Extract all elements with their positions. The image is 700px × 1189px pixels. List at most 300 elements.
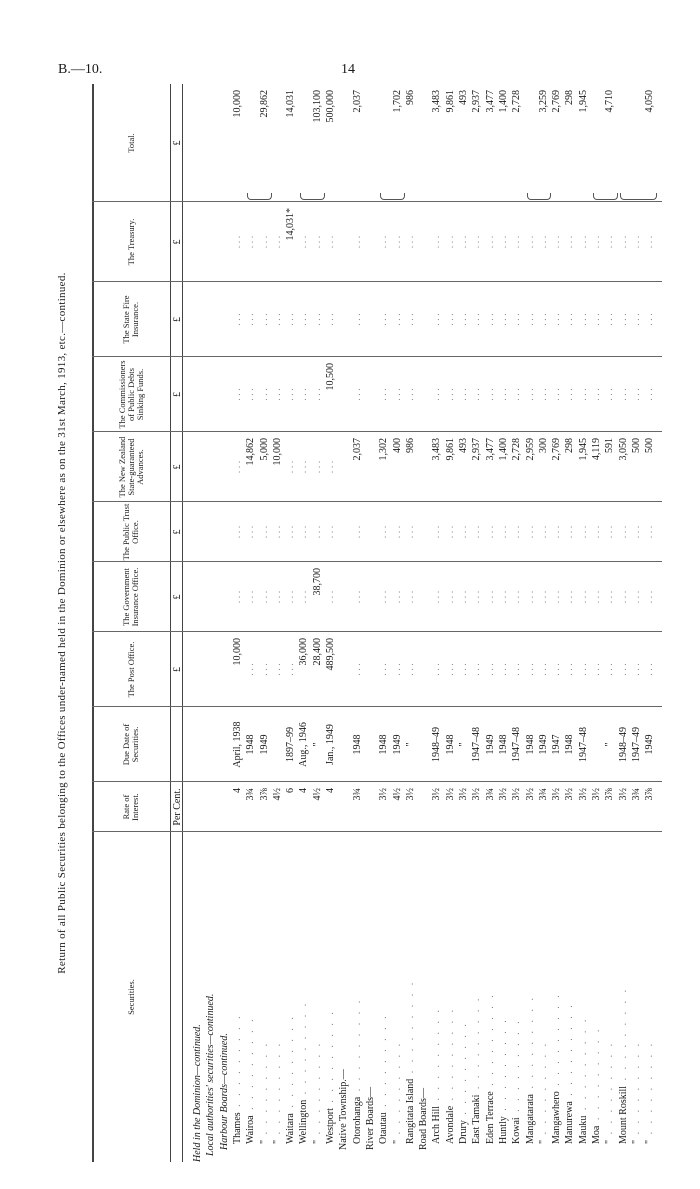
empty-cell-dots: . . . [577, 525, 589, 539]
cell-rate: 3½ [524, 788, 536, 801]
cell-rate: 6 [285, 788, 297, 793]
empty-cell-dots: . . . [591, 525, 602, 539]
row-label-text: Manurewa [564, 1101, 576, 1144]
table-row [431, 84, 442, 1162]
empty-cell-dots: . . . [511, 663, 523, 676]
table-row [618, 84, 629, 1162]
empty-cell-dots: . . . [484, 525, 496, 539]
empty-cell-dots: . . . [231, 525, 243, 539]
table-row [564, 84, 575, 1162]
cell-rate: 4 [231, 788, 243, 793]
leader-dots: . . . . . . . . . [604, 1040, 616, 1140]
cell-rate: 3½ [431, 788, 443, 801]
col-header-sinking-funds: The Commissioners of Public Debts Sinking Funds. [116, 360, 145, 429]
empty-cell-dots: . . . [551, 313, 563, 326]
row-label-text: Arch Hill [431, 1105, 443, 1144]
empty-cell-dots: . . . [511, 235, 523, 249]
empty-cell-dots: . . . [617, 235, 629, 249]
cell-post-office: 36,000 [298, 638, 310, 666]
rotated-table-page [56, 84, 666, 1162]
leader-dots: . . . . . . . . . [497, 1017, 509, 1117]
empty-cell-dots: . . . [258, 590, 270, 604]
table-row [591, 84, 602, 1162]
cell-due-date: 1949 [537, 734, 549, 755]
table-row [511, 84, 522, 1162]
empty-cell-dots: . . . [444, 235, 456, 249]
row-label-text: " [311, 1139, 323, 1144]
empty-cell-dots: . . . [378, 663, 390, 676]
cell-total: 493 [458, 90, 469, 105]
cell-advances: 986 [404, 438, 416, 453]
empty-cell-dots: . . . [497, 235, 509, 249]
empty-cell-dots: . . . [484, 590, 496, 604]
empty-cell-dots: . . . [311, 460, 323, 474]
leader-dots: . . . . . . . . . [285, 1014, 297, 1114]
cell-due-date: " [458, 742, 469, 747]
empty-cell-dots: . . . [404, 235, 416, 249]
table-row [498, 84, 509, 1162]
table-row [631, 84, 642, 1162]
cell-due-date: 1948 [524, 734, 536, 755]
table-row [485, 84, 496, 1162]
empty-cell-dots: . . . [444, 313, 456, 326]
empty-cell-dots: . . . [271, 388, 283, 401]
row-label-text: Otorohanga [351, 1096, 363, 1144]
cell-due-date: 1947–48 [511, 727, 523, 762]
empty-cell-dots: . . . [577, 235, 589, 249]
securities-table [92, 84, 662, 1162]
row-label [298, 822, 309, 1162]
leader-dots: . . . . . . . . . [351, 997, 363, 1097]
cell-advances: 2,037 [351, 438, 363, 461]
row-label [618, 822, 629, 1162]
empty-cell-dots: . . . [271, 663, 283, 676]
empty-cell-dots: . . . [231, 313, 243, 326]
cell-rate: 3½ [617, 788, 629, 801]
row-label-text: Wellington [298, 1099, 310, 1144]
table-row [604, 84, 615, 1162]
leader-dots: . . . . . . . . . [258, 1040, 270, 1140]
table-row [365, 84, 376, 1162]
empty-cell-dots: . . . [617, 663, 629, 676]
empty-cell-dots: . . . [511, 313, 523, 326]
cell-due-date: 1897–99 [285, 727, 297, 762]
empty-cell-dots: . . . [285, 525, 297, 539]
leader-dots: . . . . . . . . . [591, 1026, 602, 1126]
empty-cell-dots: . . . [378, 313, 390, 326]
empty-cell-dots: . . . [404, 388, 416, 401]
cell-advances: 3,483 [431, 438, 443, 461]
cell-sinking-funds: 10,500 [325, 363, 336, 391]
cell-due-date: 1948 [378, 734, 390, 755]
cell-due-date: 1947 [551, 734, 563, 755]
row-label [525, 822, 536, 1162]
cell-total: 4,710 [604, 90, 616, 113]
empty-cell-dots: . . . [537, 590, 549, 604]
empty-cell-dots: . . . [524, 235, 536, 249]
table-row [298, 84, 309, 1162]
cell-rate: 4 [298, 788, 310, 793]
empty-cell-dots: . . . [271, 590, 283, 604]
empty-cell-dots: . . . [497, 590, 509, 604]
cell-rate: 3¾ [630, 788, 642, 801]
row-label-text: Kowai [511, 1117, 523, 1144]
empty-cell-dots: . . . [431, 313, 443, 326]
empty-cell-dots: . . . [524, 663, 536, 676]
table-row [325, 84, 336, 1162]
cell-advances: 400 [391, 438, 403, 453]
empty-cell-dots: . . . [630, 313, 642, 326]
leader-dots: . . . . . . . . . [644, 1040, 656, 1140]
empty-cell-dots: . . . [271, 235, 283, 249]
cell-due-date: 1947–48 [577, 727, 589, 762]
empty-cell-dots: . . . [245, 313, 257, 326]
empty-cell-dots: . . . [258, 525, 270, 539]
empty-cell-dots: . . . [231, 460, 243, 474]
empty-cell-dots: . . . [404, 590, 416, 604]
row-label-text: Native Township.— [338, 1069, 350, 1150]
empty-cell-dots: . . . [537, 663, 549, 676]
leader-dots: . . . . . . . . . [298, 1000, 310, 1100]
empty-cell-dots: . . . [537, 313, 549, 326]
col-header-total: Total. [125, 133, 136, 153]
cell-rate: 3⅞ [604, 788, 616, 801]
empty-cell-dots: . . . [444, 590, 456, 604]
empty-cell-dots: . . . [604, 590, 616, 604]
empty-cell-dots: . . . [351, 590, 363, 604]
empty-cell-dots: . . . [431, 663, 443, 676]
col-header-post-office: The Post Office. [125, 641, 136, 698]
empty-cell-dots: . . . [630, 235, 642, 249]
empty-cell-dots: . . . [564, 590, 576, 604]
cell-total: 1,702 [391, 90, 403, 113]
cell-due-date: April, 1938 [231, 721, 243, 768]
row-label-text: Rangitata Island [404, 1078, 416, 1144]
empty-cell-dots: . . . [298, 525, 310, 539]
empty-cell-dots: . . . [551, 525, 563, 539]
row-label [219, 828, 230, 1162]
table-row [458, 84, 469, 1162]
empty-cell-dots: . . . [298, 388, 310, 401]
empty-cell-dots: . . . [497, 388, 509, 401]
table-row [525, 84, 536, 1162]
empty-cell-dots: . . . [391, 235, 403, 249]
empty-cell-dots: . . . [537, 525, 549, 539]
cell-advances: 1,945 [577, 438, 589, 461]
empty-cell-dots: . . . [391, 388, 403, 401]
row-label [631, 822, 642, 1162]
row-label [578, 822, 589, 1162]
cell-advances: 500 [644, 438, 656, 453]
empty-cell-dots: . . . [444, 663, 456, 676]
empty-cell-dots: . . . [378, 235, 390, 249]
row-label [365, 828, 376, 1162]
empty-cell-dots: . . . [258, 388, 270, 401]
empty-cell-dots: . . . [591, 388, 602, 401]
table-rule [170, 84, 171, 1162]
empty-cell-dots: . . . [458, 590, 469, 604]
empty-cell-dots: . . . [617, 525, 629, 539]
cell-rate: 3½ [511, 788, 523, 801]
money-unit: £ [172, 594, 183, 600]
empty-cell-dots: . . . [378, 590, 390, 604]
col-header-state-fire: The State Fire Insurance. [121, 295, 140, 344]
empty-cell-dots: . . . [577, 663, 589, 676]
empty-cell-dots: . . . [524, 525, 536, 539]
empty-cell-dots: . . . [391, 590, 403, 604]
empty-cell-dots: . . . [471, 235, 483, 249]
leader-dots: . . . . . . . . . [537, 1040, 549, 1140]
row-label-text: Huntly [497, 1116, 509, 1144]
empty-cell-dots: . . . [245, 388, 257, 401]
empty-cell-dots: . . . [630, 388, 642, 401]
empty-cell-dots: . . . [325, 313, 336, 326]
cell-rate: 3½ [551, 788, 563, 801]
cell-advances: 591 [604, 438, 616, 453]
empty-cell-dots: . . . [551, 590, 563, 604]
empty-cell-dots: . . . [524, 590, 536, 604]
empty-cell-dots: . . . [604, 388, 616, 401]
cell-rate: 3½ [444, 788, 456, 801]
empty-cell-dots: . . . [258, 663, 270, 676]
cell-advances: 2,769 [551, 438, 563, 461]
table-row [352, 84, 363, 1162]
table-row [418, 84, 429, 1162]
empty-cell-dots: . . . [311, 525, 323, 539]
empty-cell-dots: . . . [431, 525, 443, 539]
empty-cell-dots: . . . [431, 235, 443, 249]
cell-total: 986 [404, 90, 416, 105]
cell-total: 2,937 [471, 90, 483, 113]
empty-cell-dots: . . . [404, 313, 416, 326]
cell-advances: 14,862 [245, 438, 257, 466]
row-label [498, 822, 509, 1162]
cell-rate: 3½ [497, 788, 509, 801]
table-row [285, 84, 296, 1162]
row-label [312, 822, 323, 1162]
table-row [392, 84, 403, 1162]
table-row [538, 84, 549, 1162]
row-label [325, 822, 336, 1162]
row-label-text: Drury [458, 1120, 469, 1144]
row-label [485, 822, 496, 1162]
row-label-text: Eden Terrace [484, 1091, 496, 1144]
cell-rate: 3½ [458, 788, 469, 801]
row-label-text: " [391, 1139, 403, 1144]
col-header-gov-insurance: The Government Insurance Office. [121, 567, 140, 627]
empty-cell-dots: . . . [484, 235, 496, 249]
empty-cell-dots: . . . [537, 388, 549, 401]
empty-cell-dots: . . . [524, 313, 536, 326]
leader-dots: . . . . . . . . . [311, 1040, 323, 1140]
cell-rate: 4½ [311, 788, 323, 801]
cell-due-date: 1948 [564, 734, 576, 755]
table-row [378, 84, 389, 1162]
leader-dots: . . . . . . . . . [245, 1016, 257, 1116]
empty-cell-dots: . . . [231, 590, 243, 604]
cell-due-date: 1949 [484, 734, 496, 755]
money-unit: £ [172, 667, 183, 672]
cell-total: 3,259 [537, 90, 549, 113]
leader-dots: . . . . . . . . . [630, 1040, 642, 1140]
cell-total: 14,031 [285, 90, 297, 118]
cell-advances: 1,302 [378, 438, 390, 461]
cell-due-date: 1948–49 [617, 727, 629, 762]
table-row [405, 84, 416, 1162]
cell-total: 9,861 [444, 90, 456, 113]
empty-cell-dots: . . . [404, 525, 416, 539]
empty-cell-dots: . . . [298, 313, 310, 326]
row-label-text: East Tamaki [471, 1094, 483, 1144]
table-row [338, 84, 349, 1162]
empty-cell-dots: . . . [471, 525, 483, 539]
cell-due-date: 1948 [351, 734, 363, 755]
table-row [471, 84, 482, 1162]
leader-dots: . . . . . . . . . [484, 992, 496, 1092]
empty-cell-dots: . . . [577, 590, 589, 604]
cell-advances: 10,000 [271, 438, 283, 466]
empty-cell-dots: . . . [258, 313, 270, 326]
row-label [458, 822, 469, 1162]
group-brace [593, 193, 618, 200]
cell-advances: 5,000 [258, 438, 270, 461]
leader-dots: . . . . . . . . . [325, 1009, 336, 1109]
empty-cell-dots: . . . [285, 460, 297, 474]
cell-due-date: 1949 [258, 734, 270, 755]
cell-advances: 2,959 [524, 438, 536, 461]
leader-dots: . . . . . . . . . [524, 995, 536, 1095]
col-header-advances: The New Zealand State-guaranteed Advances. [116, 436, 145, 498]
row-label-text: Westport [325, 1108, 336, 1144]
row-label-text: Otautau [378, 1112, 390, 1144]
page-number: 14 [341, 62, 355, 77]
cell-total: 500,000 [325, 90, 336, 123]
cell-advances: 4,119 [591, 438, 602, 461]
row-label [551, 822, 562, 1162]
cell-rate: 4½ [391, 788, 403, 801]
cell-due-date: " [404, 742, 416, 747]
empty-cell-dots: . . . [271, 525, 283, 539]
empty-cell-dots: . . . [564, 388, 576, 401]
row-label [205, 834, 216, 1162]
empty-cell-dots: . . . [497, 525, 509, 539]
table-row [219, 84, 230, 1162]
row-label [352, 822, 363, 1162]
cell-rate: 3⅞ [644, 788, 656, 801]
empty-cell-dots: . . . [564, 313, 576, 326]
empty-cell-dots: . . . [630, 525, 642, 539]
cell-due-date: 1948 [444, 734, 456, 755]
leader-dots: . . . . . . . . . [431, 1006, 443, 1106]
row-label [418, 828, 429, 1162]
empty-cell-dots: . . . [431, 590, 443, 604]
cell-total: 10,000 [231, 90, 243, 118]
page-reference: B.—10. [58, 62, 103, 77]
row-label-text: Held in the Dominion—continued. [192, 1024, 203, 1162]
cell-post-office: 489,500 [325, 638, 336, 671]
row-label [232, 822, 243, 1162]
table-row [259, 84, 270, 1162]
table-title: Return of all Public Securities belonging to the Offices under-named held in the Dominion or elsewhere as on the 31st March, 1913, etc.—continued. [56, 272, 68, 974]
empty-cell-dots: . . . [564, 235, 576, 249]
row-label [431, 822, 442, 1162]
cell-due-date: Jan., 1949 [325, 724, 336, 765]
cell-due-date: 1949 [391, 734, 403, 755]
cell-rate: 3½ [591, 788, 602, 801]
empty-cell-dots: . . . [391, 663, 403, 676]
empty-cell-dots: . . . [351, 663, 363, 676]
leader-dots: . . . . . . . . . [271, 1040, 283, 1140]
cell-advances: 300 [537, 438, 549, 453]
cell-total: 3,477 [484, 90, 496, 113]
cell-due-date: 1947–48 [471, 727, 483, 762]
cell-due-date: Aug., 1946 [298, 722, 310, 767]
row-label [591, 822, 602, 1162]
group-brace [527, 193, 552, 200]
empty-cell-dots: . . . [644, 388, 656, 401]
empty-cell-dots: . . . [325, 590, 336, 604]
cell-advances: 2,728 [511, 438, 523, 461]
row-label [192, 840, 203, 1162]
empty-cell-dots: . . . [564, 663, 576, 676]
row-label-text: Wairoa [245, 1115, 257, 1144]
empty-cell-dots: . . . [458, 313, 469, 326]
empty-cell-dots: . . . [245, 235, 257, 249]
cell-due-date: 1947–49 [630, 727, 642, 762]
table-row [232, 84, 243, 1162]
row-label [378, 822, 389, 1162]
empty-cell-dots: . . . [471, 388, 483, 401]
col-header-due-date: Due Date of Securities. [121, 723, 140, 766]
col-header-public-trust: The Public Trust Office. [121, 503, 140, 561]
empty-cell-dots: . . . [311, 388, 323, 401]
empty-cell-dots: . . . [325, 525, 336, 539]
empty-cell-dots: . . . [577, 388, 589, 401]
empty-cell-dots: . . . [604, 313, 616, 326]
leader-dots: . . . . . . . . . [458, 1021, 469, 1121]
table-row [205, 84, 216, 1162]
empty-cell-dots: . . . [551, 388, 563, 401]
empty-cell-dots: . . . [617, 313, 629, 326]
table-row [578, 84, 589, 1162]
empty-cell-dots: . . . [285, 663, 297, 676]
empty-cell-dots: . . . [591, 663, 602, 676]
money-unit: £ [172, 464, 183, 470]
row-label-text: " [630, 1139, 642, 1144]
leader-dots: . . . . . . . . . [444, 1006, 456, 1106]
empty-cell-dots: . . . [351, 313, 363, 326]
money-unit: £ [172, 239, 183, 245]
cell-advances: 298 [564, 438, 576, 453]
empty-cell-dots: . . . [325, 460, 336, 474]
cell-rate: 3¾ [537, 788, 549, 801]
money-unit: £ [172, 317, 183, 322]
empty-cell-dots: . . . [630, 663, 642, 676]
empty-cell-dots: . . . [644, 235, 656, 249]
cell-total: 103,100 [311, 90, 323, 123]
empty-cell-dots: . . . [444, 525, 456, 539]
empty-cell-dots: . . . [298, 460, 310, 474]
row-label-text: Thames [231, 1112, 243, 1144]
empty-cell-dots: . . . [604, 235, 616, 249]
empty-cell-dots: . . . [644, 313, 656, 326]
empty-cell-dots: . . . [298, 235, 310, 249]
cell-rate: 3¾ [351, 788, 363, 801]
cell-rate: 3½ [564, 788, 576, 801]
empty-cell-dots: . . . [471, 313, 483, 326]
cell-due-date: 1949 [644, 734, 656, 755]
empty-cell-dots: . . . [591, 235, 602, 249]
